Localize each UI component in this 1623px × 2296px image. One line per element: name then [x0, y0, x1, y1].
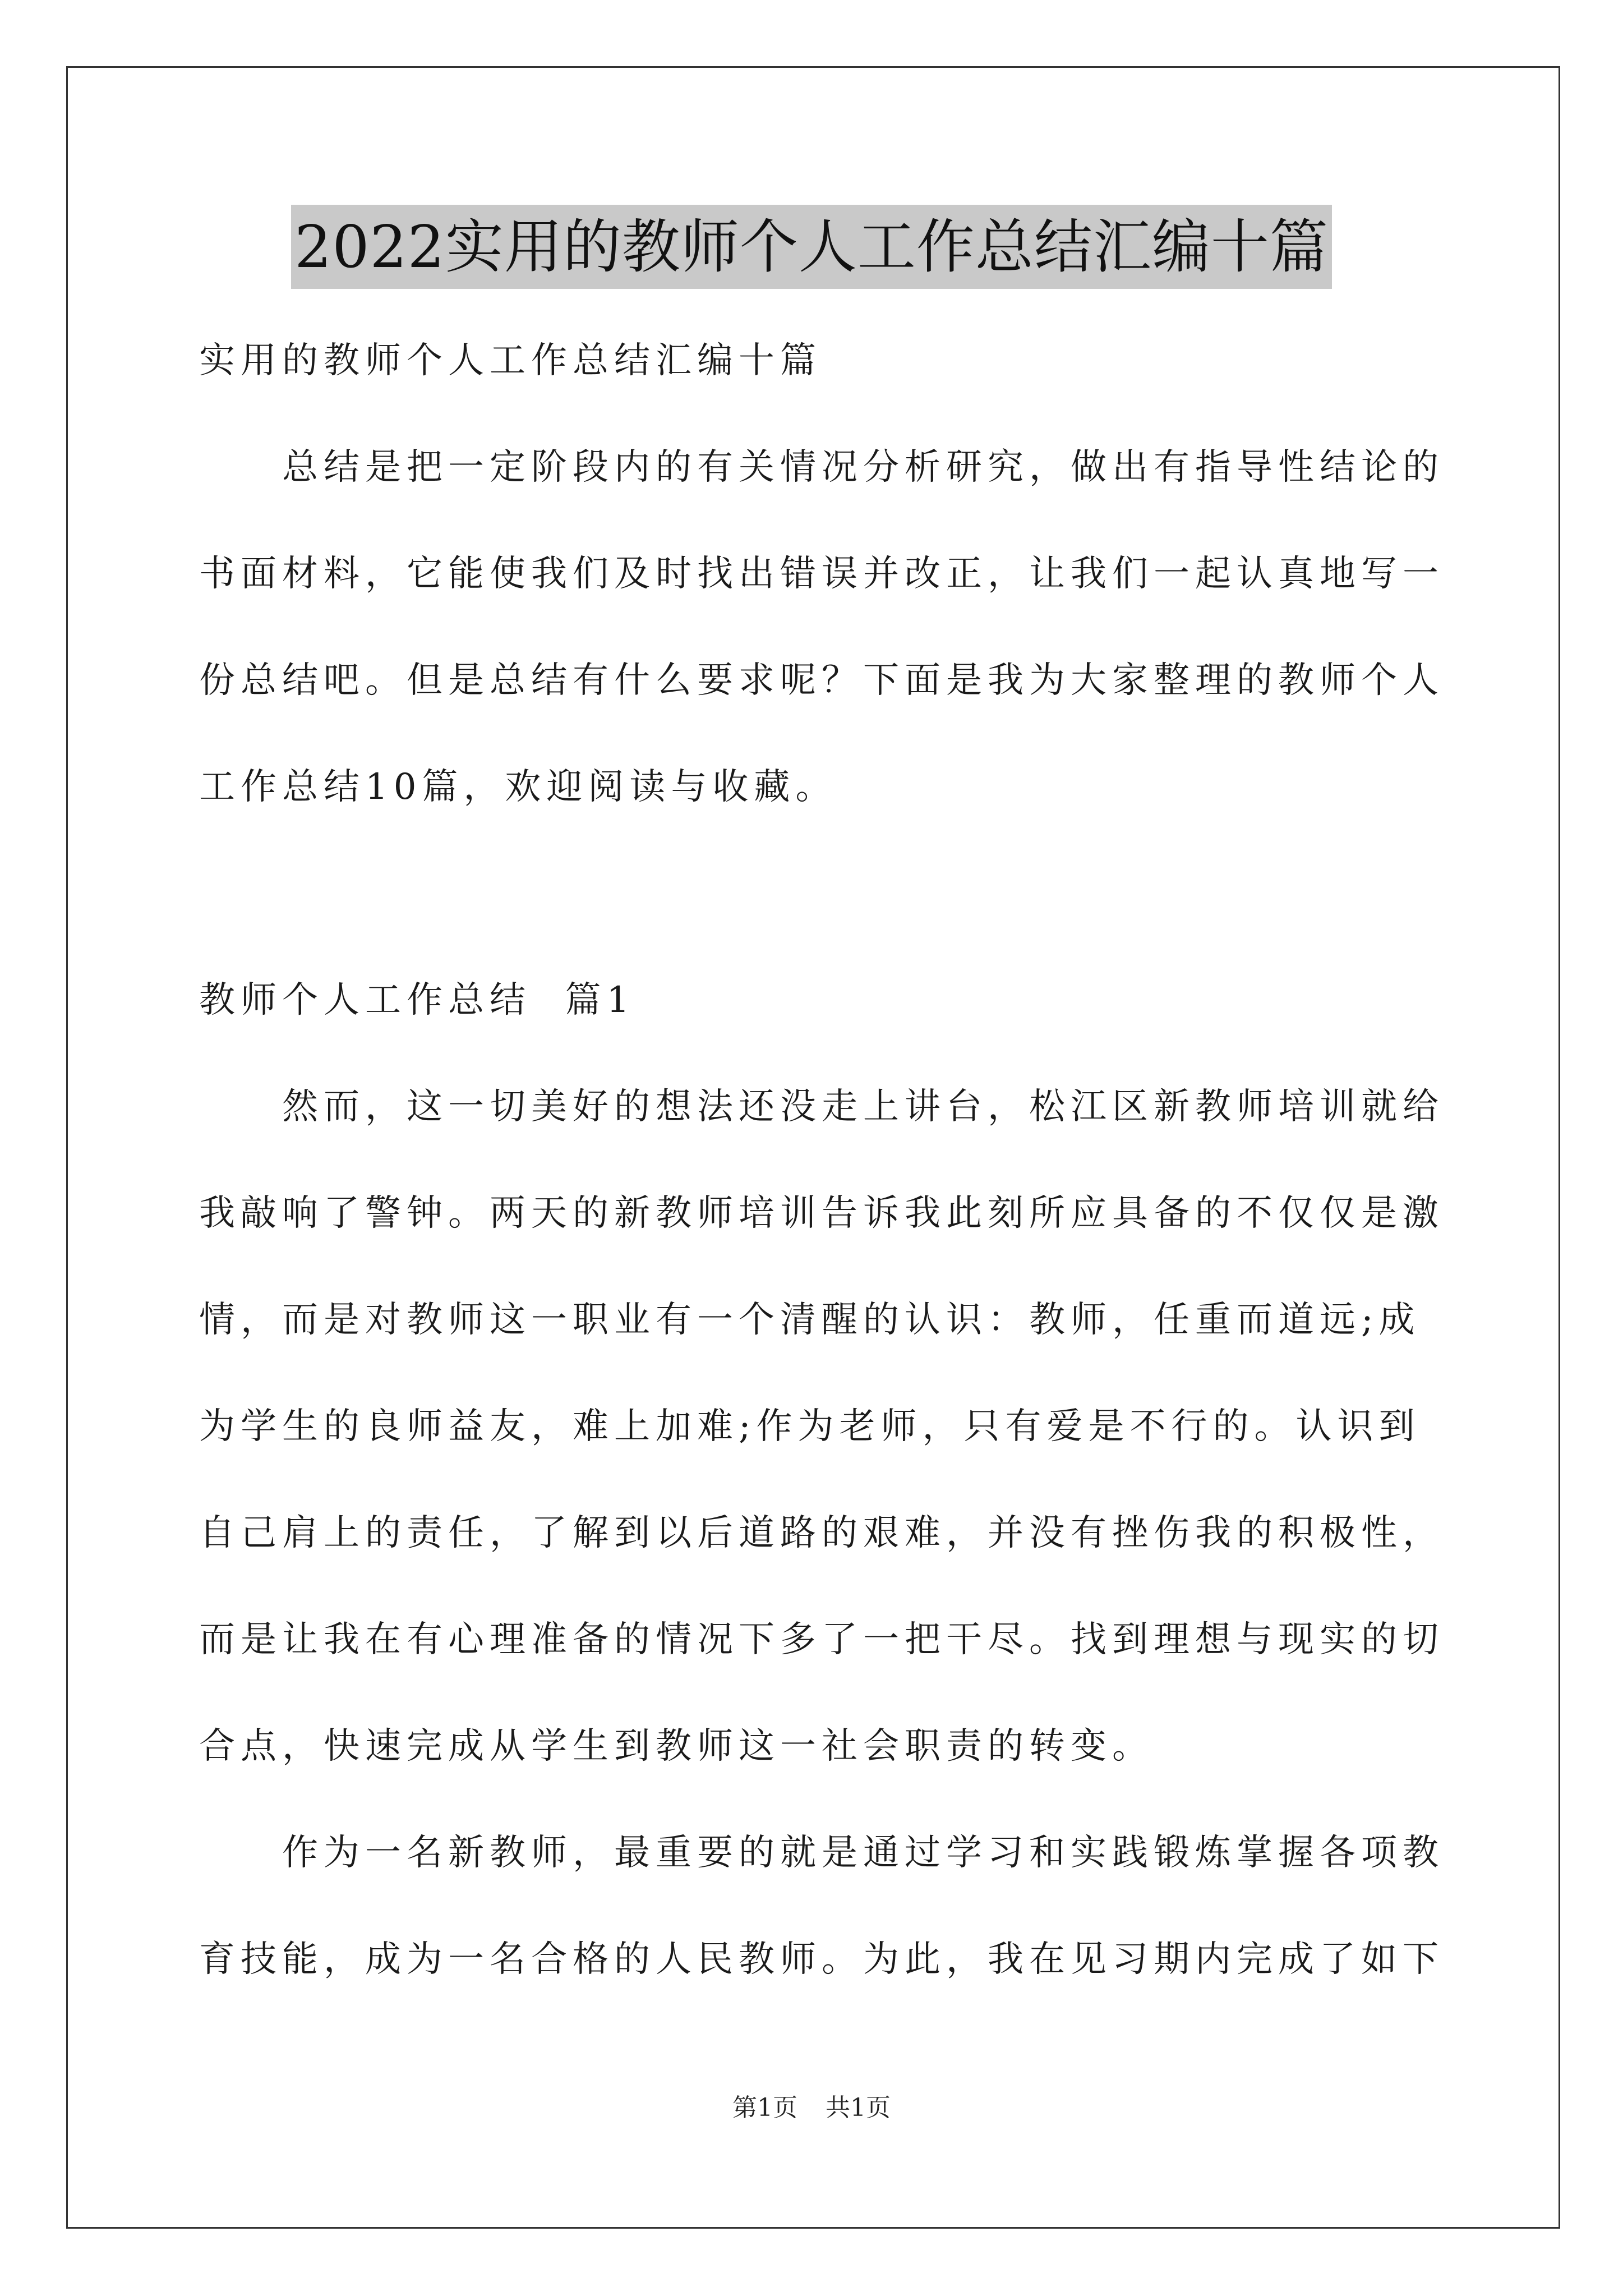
intro-paragraph: 总结是把一定阶段内的有关情况分析研究，做出有指导性结论的书面材料，它能使我们及时找出错误并改正，让我们一起认真地写一份总结吧。但是总结有什么要求呢？下面是我为大家整理的教师个人工作总结10篇，欢迎阅读与收藏。 — [199, 447, 1444, 808]
page-total: 共1页 — [826, 2093, 891, 2122]
section-heading: 教师个人工作总结 篇1 — [199, 979, 635, 1021]
body-paragraph-2: 作为一名新教师，最重要的就是通过学习和实践锻炼掌握各项教育技能，成为一名合格的人民教师。为此，我在见习期内完成了如下 — [199, 1832, 1444, 1980]
page-number: 第1页 — [732, 2093, 797, 2122]
page-footer — [0, 2091, 1623, 2125]
title-container — [0, 205, 1623, 289]
body-paragraph-1: 然而，这一切美好的想法还没走上讲台，松江区新教师培训就给我敲响了警钟。两天的新教师培训告诉我此刻所应具备的不仅仅是激情，而是对教师这一职业有一个清醒的认识：教师，任重而道远;成为学生的良师益友，难上加难;作为老师，只有爱是不行的。认识到自己肩上的责任，了解到以后道路的艰难，并没有挫伤我的积极性，而是让我在有心理准备的情况下多了一把干尽。找到理想与现实的切合点，快速完成从学生到教师这一社会职责的转变。 — [199, 1086, 1444, 1767]
document-body — [199, 307, 1444, 2013]
document-title: 2022实用的教师个人工作总结汇编十篇 — [291, 205, 1332, 289]
document-subtitle: 实用的教师个人工作总结汇编十篇 — [199, 340, 822, 381]
